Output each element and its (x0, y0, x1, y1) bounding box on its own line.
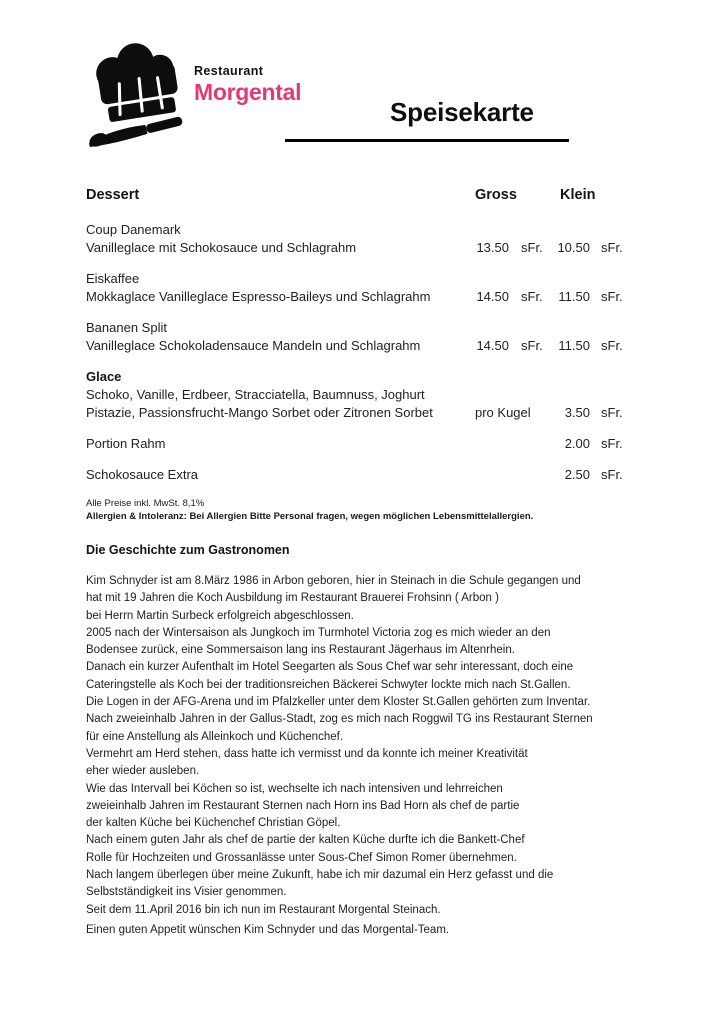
logo-restaurant-label: Restaurant (194, 64, 264, 78)
price-gross-currency: sFr. (521, 289, 543, 304)
item-text (86, 270, 475, 306)
price-klein: 2.50 (564, 467, 590, 482)
price-gross: 13.50 (476, 240, 509, 255)
menu-item-eiskaffee (86, 270, 646, 306)
price-gross-currency: sFr. (521, 240, 543, 255)
menu-item-glace (86, 368, 646, 422)
item-name: Eiskaffee (86, 271, 140, 286)
price-klein: 2.00 (564, 436, 590, 451)
menu-item-bananen-split (86, 319, 646, 355)
item-text (86, 319, 475, 355)
item-name: Portion Rahm (86, 436, 166, 451)
logo-morgental-label: Morgental (194, 79, 302, 105)
price-klein-currency: sFr. (601, 467, 623, 482)
item-name: Coup Danemark (86, 222, 181, 237)
price-klein-currency: sFr. (601, 289, 623, 304)
item-text (86, 466, 475, 484)
page-title: Speisekarte (390, 97, 534, 127)
price-klein: 3.50 (564, 405, 590, 420)
item-description: Vanilleglace mit Schokosauce und Schlagrahm (86, 240, 357, 255)
item-name: Bananen Split (86, 320, 167, 335)
price-klein-currency: sFr. (601, 338, 623, 353)
price-gross: 14.50 (476, 338, 509, 353)
price-unit: pro Kugel (475, 405, 531, 420)
menu-item-coup-danemark (86, 221, 646, 257)
vat-note: Alle Preise inkl. MwSt. 8,1% (86, 498, 205, 509)
chef-hat-knife-icon (84, 40, 194, 148)
price-klein: 11.50 (558, 338, 590, 353)
item-text (86, 221, 475, 257)
price-klein-currency: sFr. (601, 405, 623, 420)
item-description: Schoko, Vanille, Erdbeer, Stracciatella, Baumnuss, Joghurt Pistazie, Passionsfrucht-Mango Sorbet oder Zitronen Sorbet (86, 387, 433, 420)
story-text: Kim Schnyder ist am 8.März 1986 in Arbon geboren, hier in Steinach in die Schule gegangen und hat mit 19 Jahren die Koch Ausbildung im Restaurant Brauerei Frohsinn ( Arbon ) bei Herrn Martin Surbeck erfolgreich abgeschlossen. 2005 nach der Wintersaison als Jungkoch im Turmhotel Victoria zog es mich wieder an den Bodensee zurück, eine Sommersaison lang ins Restaurant Jägerhaus im Altenrhein. Danach ein kurzer Aufenthalt im Hotel Seegarten als Sous Chef war sehr interessant, doch eine Cateringstelle als Koch bei der traditionsreichen Bäckerei Schwyter lockte mich nach St.Gallen. Die Logen in der AFG-Arena und im Pfalzkeller unter dem Kloster St.Gallen gehörten zum Inventar. Nach zweieinhalb Jahren in der Gallus-Stadt, zog es mich nach Roggwil TG ins Restaurant Sternen für eine Anstellung als Alleinkoch und Küchenchef. Vermehrt am Herd stehen, dass hatte ich vermisst und da konnte ich meiner Kreativität eher wieder ausleben. Wie das Intervall bei Köchen so ist, wechselte ich nach intensiven und lehrreichen zweieinhalb Jahren im Restaurant Sternen nach Horn ins Bad Horn als chef de partie der kalten Küche bei Küchenchef Christian Göpel. Nach einem guten Jahr als chef de partie der kalten Küche durfte ich die Bankett-Chef Rolle für Hochzeiten und Grossanlässe unter Sous-Chef Simon Romer übernehmen. Nach langem überlegen über meine Zukunft, habe ich mir dazumal ein Herz gefasst und die Selbstständigkeit ins Visier genommen. Seit dem 11.April 2016 bin ich nun im Restaurant Morgental Steinach. (86, 575, 593, 916)
price-klein-currency: sFr. (601, 240, 623, 255)
column-header-klein: Klein (560, 187, 596, 203)
story-closing: Einen guten Appetit wünschen Kim Schnyder und das Morgental-Team. (86, 923, 450, 936)
content (86, 186, 646, 939)
story-heading: Die Geschichte zum Gastronomen (86, 543, 290, 557)
item-description: Vanilleglace Schokoladensauce Mandeln und Schlagrahm (86, 338, 421, 353)
logo (194, 64, 301, 106)
menu-column-headers (86, 186, 646, 204)
price-klein: 10.50 (557, 240, 590, 255)
item-name: Glace (86, 369, 122, 384)
price-klein-currency: sFr. (601, 436, 623, 451)
allergy-note: Allergien & Intoleranz: Bei Allergien Bitte Personal fragen, wegen möglichen Lebensmittelallergien. (86, 511, 534, 522)
item-text (86, 435, 475, 453)
column-header-gross: Gross (475, 187, 517, 203)
column-header-dessert: Dessert (86, 187, 140, 203)
price-klein: 11.50 (558, 289, 590, 304)
menu-notes (86, 497, 646, 523)
price-gross-currency: sFr. (521, 338, 543, 353)
item-description: Mokkaglace Vanilleglace Espresso-Baileys und Schlagrahm (86, 289, 431, 304)
item-text (86, 368, 475, 422)
title-divider (285, 139, 569, 142)
price-gross: 14.50 (476, 289, 509, 304)
menu-item-portion-rahm (86, 435, 646, 453)
item-name: Schokosauce Extra (86, 467, 199, 482)
menu-item-schokosauce-extra (86, 466, 646, 484)
